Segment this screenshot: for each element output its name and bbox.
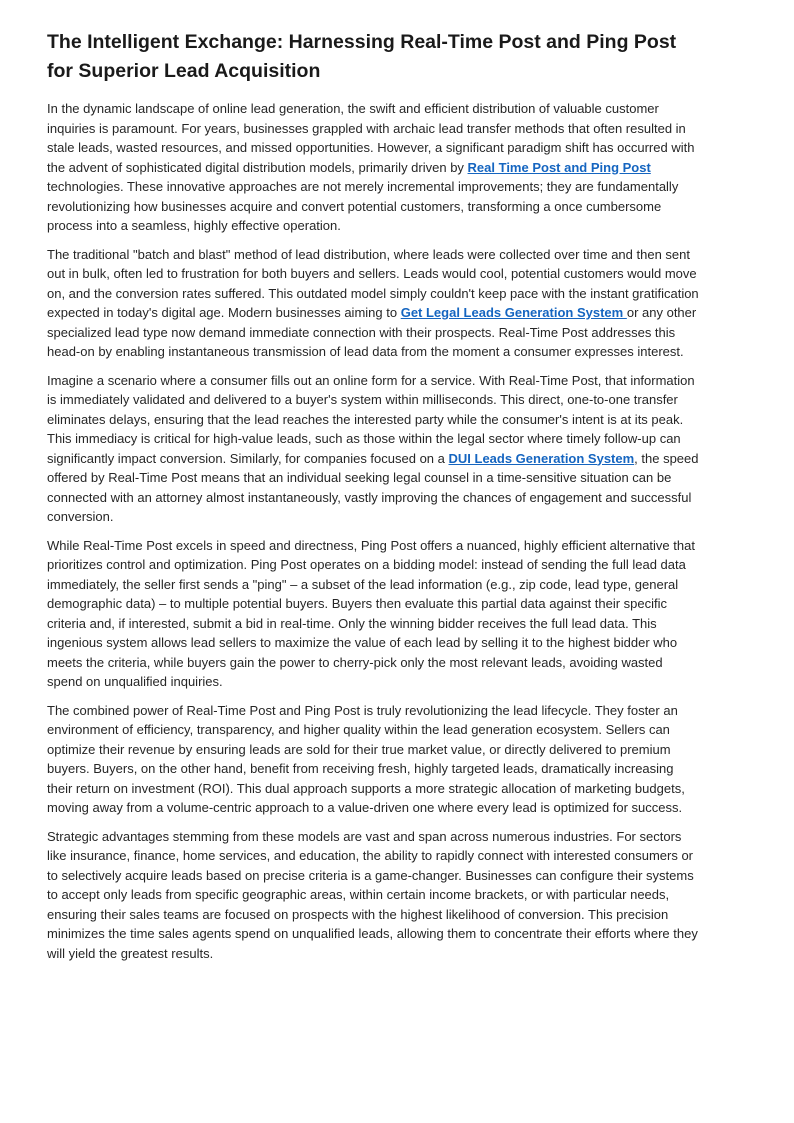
paragraph-text: In the dynamic landscape of online lead generation, the swift and efficient distribution of valuable customer inquiries is paramount. For years, businesses grappled with archaic lead transfer methods that often resulted in stale leads, wasted resources, and missed opportunities. However, a significant paradigm shift has occurred with the advent of sophisticated digital distribution models, primarily driven by: [47, 101, 695, 175]
dui-leads-link[interactable]: DUI Leads Generation System: [448, 450, 635, 466]
paragraph-combined-power: The combined power of Real-Time Post and Ping Post is truly revolutionizing the lead lifecycle. They foster an environment of efficiency, transparency, and higher quality within the lead generation ecosystem. Sellers can optimize their revenue by ensuring leads are sold for their true market value, or directly delivered to premium buyers. Buyers, on the other hand, benefit from receiving fresh, highly targeted leads, dramatically increasing their return on investment (ROI). This dual approach supports a more strategic allocation of marketing budgets, moving away from a volume-centric approach to a value-driven one where every lead is optimized for success.: [47, 702, 685, 815]
paragraph-ping-post: While Real-Time Post excels in speed and directness, Ping Post offers a nuanced, highly efficient alternative that prioritizes control and optimization. Ping Post operates on a bidding model: instead of sending the full lead data immediately, the seller first sends a "ping" – a subset of the lead information (e.g., zip code, lead type, general demographic data) – to multiple potential buyers. Buyers then evaluate this partial data against their specific criteria and, if interested, submit a bid in real-time. Only the winning bidder receives the full lead data. This ingenious system allows lead sellers to maximize the value of each lead by selling it to the highest bidder who meets the criteria, while buyers gain the power to cherry-pick only the most relevant leads, avoiding wasted spend on unqualified inquiries.: [47, 537, 695, 689]
paragraph-strategic-advantages: Strategic advantages stemming from these models are vast and span across numerous industries. For sectors like insurance, finance, home services, and education, the ability to rapidly connect with interested consumers or to selectively acquire leads based on precise criteria is a game-changer. Businesses can configure their systems to accept only leads from specific geographic areas, within certain income brackets, or with particular needs, ensuring their sales teams are focused on prospects with the highest likelihood of conversion. This precision minimizes the time sales agents spend on unqualified leads, allowing them to concentrate their efforts where they will yield the greatest results.: [47, 828, 698, 961]
legal-leads-link[interactable]: Get Legal Leads Generation System: [400, 305, 627, 320]
paragraph-text: , the speed offered by Real-Time Post means that an individual seeking legal counsel in a time-sensitive situation can be connected with an attorney almost instantaneously, vastly improving the chances of engagement and successful conversion.: [47, 450, 699, 524]
article: [47, 28, 699, 972]
paragraph-intro: [47, 99, 699, 236]
paragraph-text: technologies. These innovative approaches are not merely incremental improvements; they are fundamentally revolutionizing how businesses acquire and convert potential customers, transforming a once cumbersome process into a seamless, highly effective operation.: [47, 179, 679, 233]
paragraph-text: Imagine a scenario where a consumer fills out an online form for a service. With Real-Time Post, that information is immediately validated and delivered to a buyer's system within milliseconds. This direct, one-to-one transfer eliminates delays, ensuring that the lead reaches the interested party while the consumer's intent is at its peak. This immediacy is critical for high-value leads, such as those within the legal sector where timely follow-up can significantly impact conversion. Similarly, for companies focused on a: [47, 372, 695, 466]
paragraph-text: or any other specialized lead type now demand immediate connection with their prospects. Real-Time Post addresses this head-on by enabling instantaneous transmission of lead data from the moment a consumer expresses interest.: [47, 305, 697, 359]
paragraph-scenario: [47, 371, 699, 527]
paragraph-batch-blast: [47, 245, 699, 362]
paragraph-text: The traditional "batch and blast" method of lead distribution, where leads were collected over time and then sent out in bulk, often led to frustration for both buyers and sellers. Leads would cool, potential customers would move on, and the conversion rates suffered. This outdated model simply couldn't keep pace with the instant gratification expected in today's digital age. Modern businesses aiming to: [47, 246, 699, 320]
real-time-post-link[interactable]: Real Time Post and Ping Post: [467, 159, 651, 175]
page-title: The Intelligent Exchange: Harnessing Real-Time Post and Ping Post for Superior Lead Acquisition: [47, 31, 677, 82]
